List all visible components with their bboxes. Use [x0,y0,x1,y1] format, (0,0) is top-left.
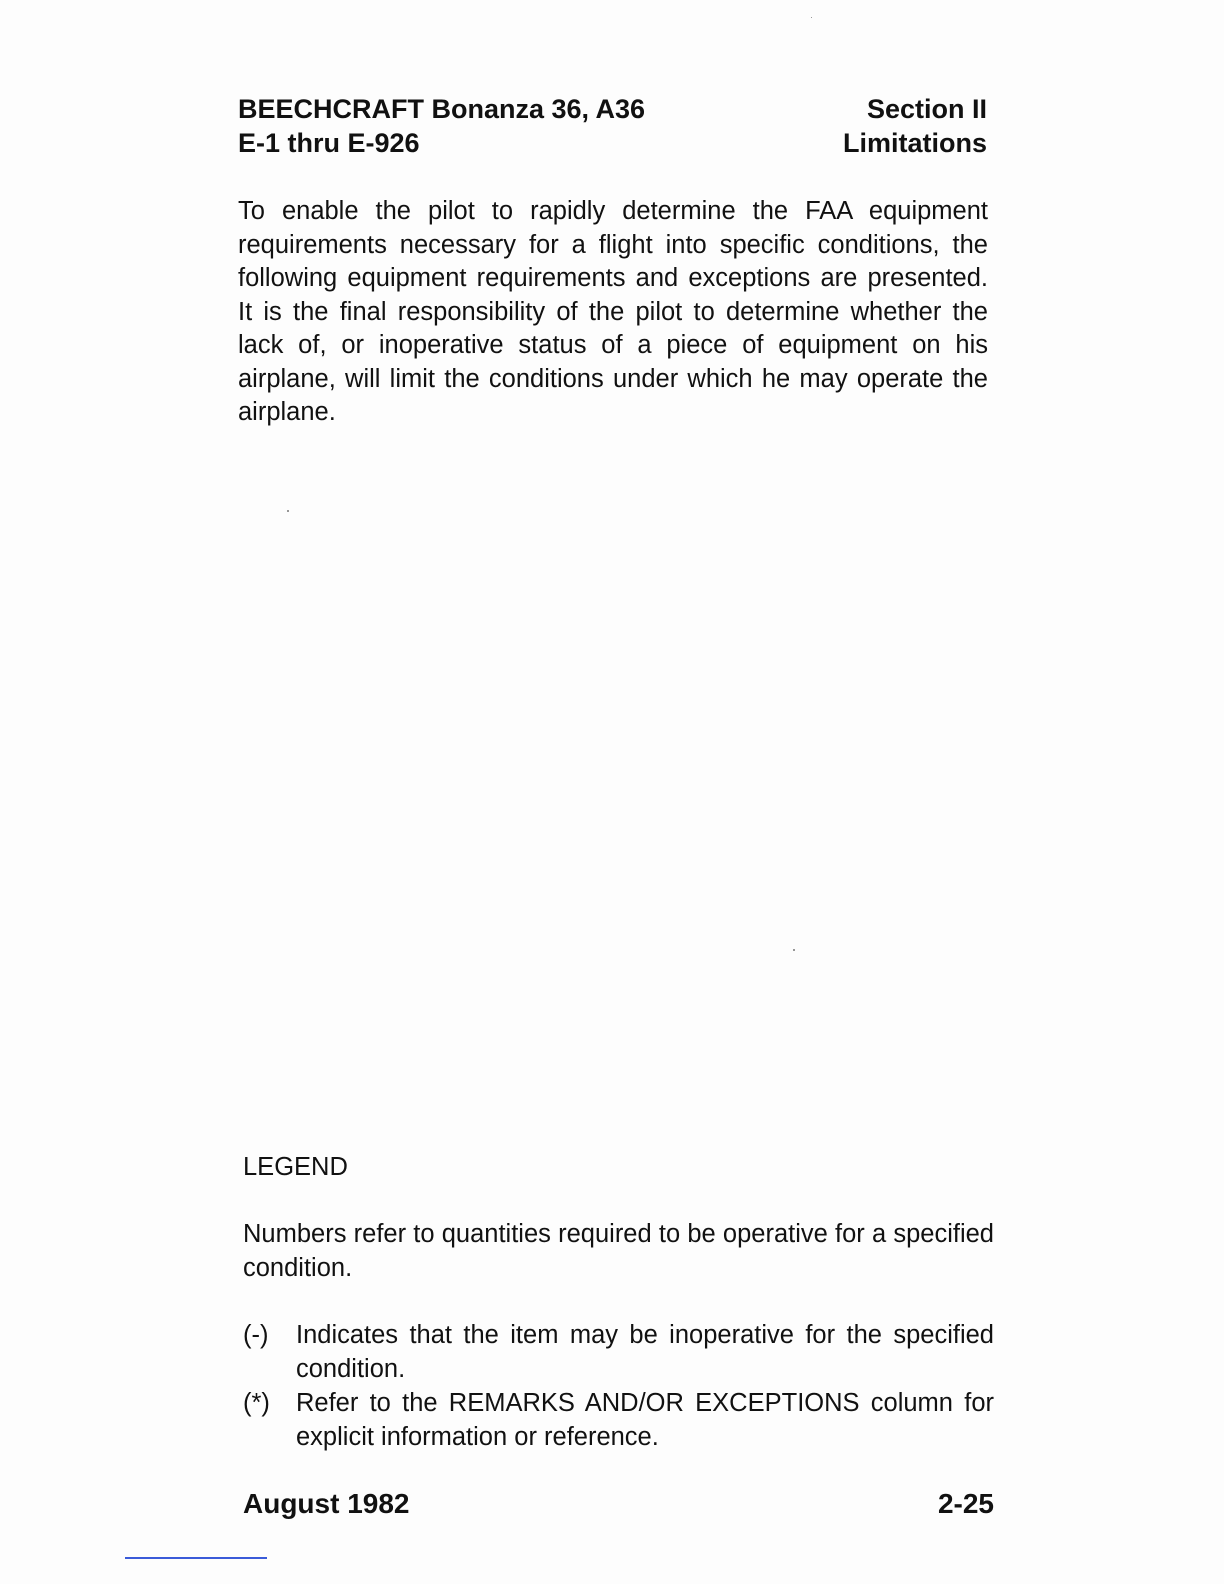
scan-speck [793,949,795,951]
legend-item [243,1386,994,1454]
document-title-block [238,92,645,160]
revision-date: August 1982 [243,1488,410,1519]
section-title-block [760,92,987,160]
legend-heading: LEGEND [243,1153,348,1181]
aircraft-model-title: BEECHCRAFT Bonanza 36, A36 [238,94,646,124]
serial-range: E-1 thru E-926 [238,128,420,158]
legend-list [243,1318,994,1454]
hyperlink-underline[interactable] [125,1557,267,1559]
legend-description: Numbers refer to quantities required to be operative for a specified condition. [243,1220,994,1282]
intro-paragraph: To enable the pilot to rapidly determine the FAA equipment requirements necessary for a flight into specific conditions, the following equipment requirements and exceptions are presented. It is the final responsibility of the pilot to determine whether the lack of, or inoperative status of a piece of equipment on his airplane, will limit the conditions under which he may operate the airplane. [238,197,988,426]
section-name: Limitations [842,128,987,158]
section-number: Section II [866,94,987,124]
scan-speck [287,510,289,512]
legend-item [243,1318,994,1386]
legend-text: Indicates that the item may be inoperative for the specified condition. [296,1321,994,1383]
legend-symbol: (*) [243,1389,270,1417]
scan-speck [811,17,812,18]
legend-symbol: (-) [243,1321,269,1349]
page-number: 2-25 [937,1488,994,1519]
legend-text: Refer to the REMARKS AND/OR EXCEPTIONS column for explicit information or reference. [296,1389,994,1451]
